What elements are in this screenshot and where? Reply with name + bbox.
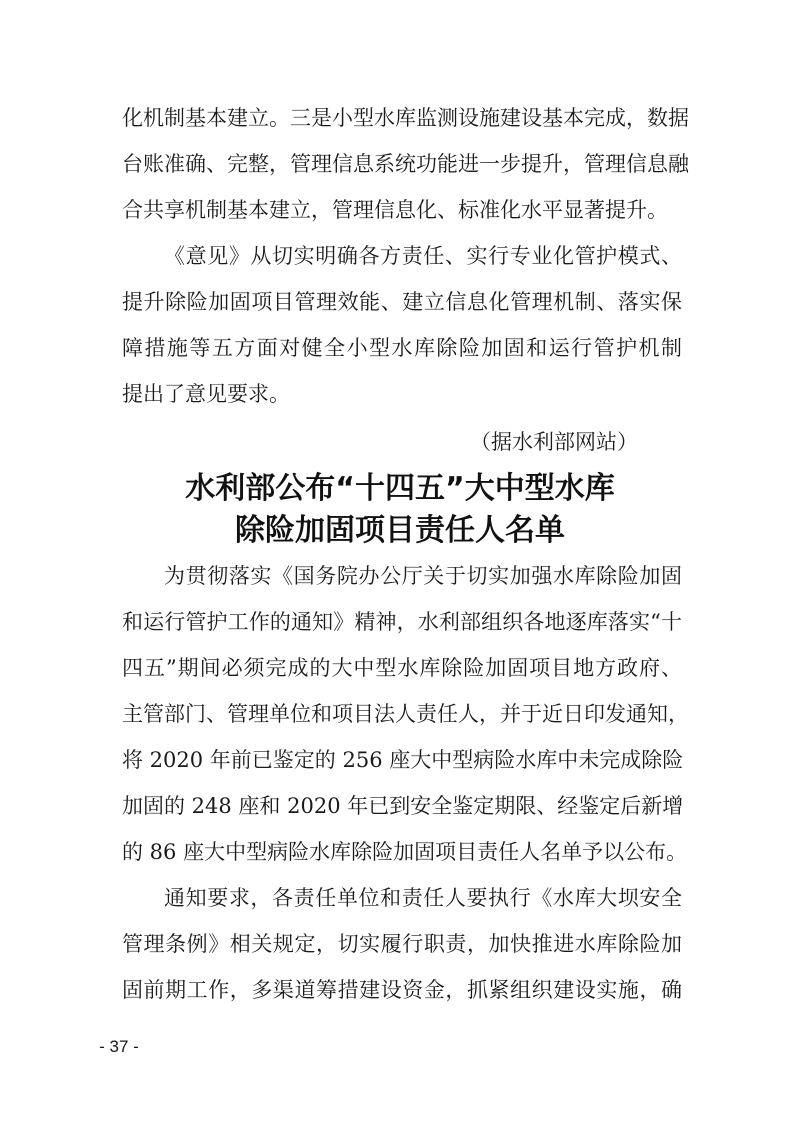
paragraph-line: 提升除险加固项目管理效能、建立信息化管理机制、落实保 — [122, 290, 682, 314]
paragraph-line: 加固的 248 座和 2020 年已到安全鉴定期限、经鉴定后新增 — [122, 794, 684, 818]
paragraph-line: 通知要求，各责任单位和责任人要执行《水库大坝安全 — [164, 886, 682, 910]
paragraph-line: 管理条例》相关规定，切实履行职责，加快推进水库除险加 — [122, 932, 682, 956]
paragraph-line: 合共享机制基本建立，管理信息化、标准化水平显著提升。 — [122, 198, 668, 222]
paragraph-line: 障措施等五方面对健全小型水库除险加固和运行管护机制 — [122, 336, 682, 360]
article-title-line-2: 除险加固项目责任人名单 — [235, 513, 565, 548]
paragraph-line: 《意见》从切实明确各方责任、实行专业化管护模式、 — [164, 244, 682, 268]
paragraph-line: 将 2020 年前已鉴定的 256 座大中型病险水库中未完成除险 — [122, 748, 684, 772]
source-attribution: （据水利部网站） — [470, 430, 638, 454]
paragraph-line: 为贯彻落实《国务院办公厅关于切实加强水库除险加固 — [164, 564, 682, 588]
paragraph-line: 和运行管护工作的通知》精神，水利部组织各地逐库落实“十 — [122, 610, 682, 634]
paragraph-line: 四五”期间必须完成的大中型水库除险加固项目地方政府、 — [122, 656, 682, 680]
paragraph-line: 台账准确、完整，管理信息系统功能进一步提升，管理信息融 — [122, 152, 689, 176]
article-title-line-1: 水利部公布“十四五”大中型水库 — [185, 471, 615, 506]
paragraph-line: 提出了意见要求。 — [122, 382, 290, 406]
paragraph-line: 化机制基本建立。三是小型水库监测设施建设基本完成，数据 — [122, 106, 689, 130]
page-number: - 37 - — [99, 1037, 139, 1056]
paragraph-line: 固前期工作，多渠道筹措建设资金，抓紧组织建设实施，确 — [122, 978, 682, 1002]
paragraph-line: 主管部门、管理单位和项目法人责任人，并于近日印发通知， — [122, 702, 689, 726]
paragraph-line: 的 86 座大中型病险水库除险加固项目责任人名单予以公布。 — [122, 840, 688, 864]
